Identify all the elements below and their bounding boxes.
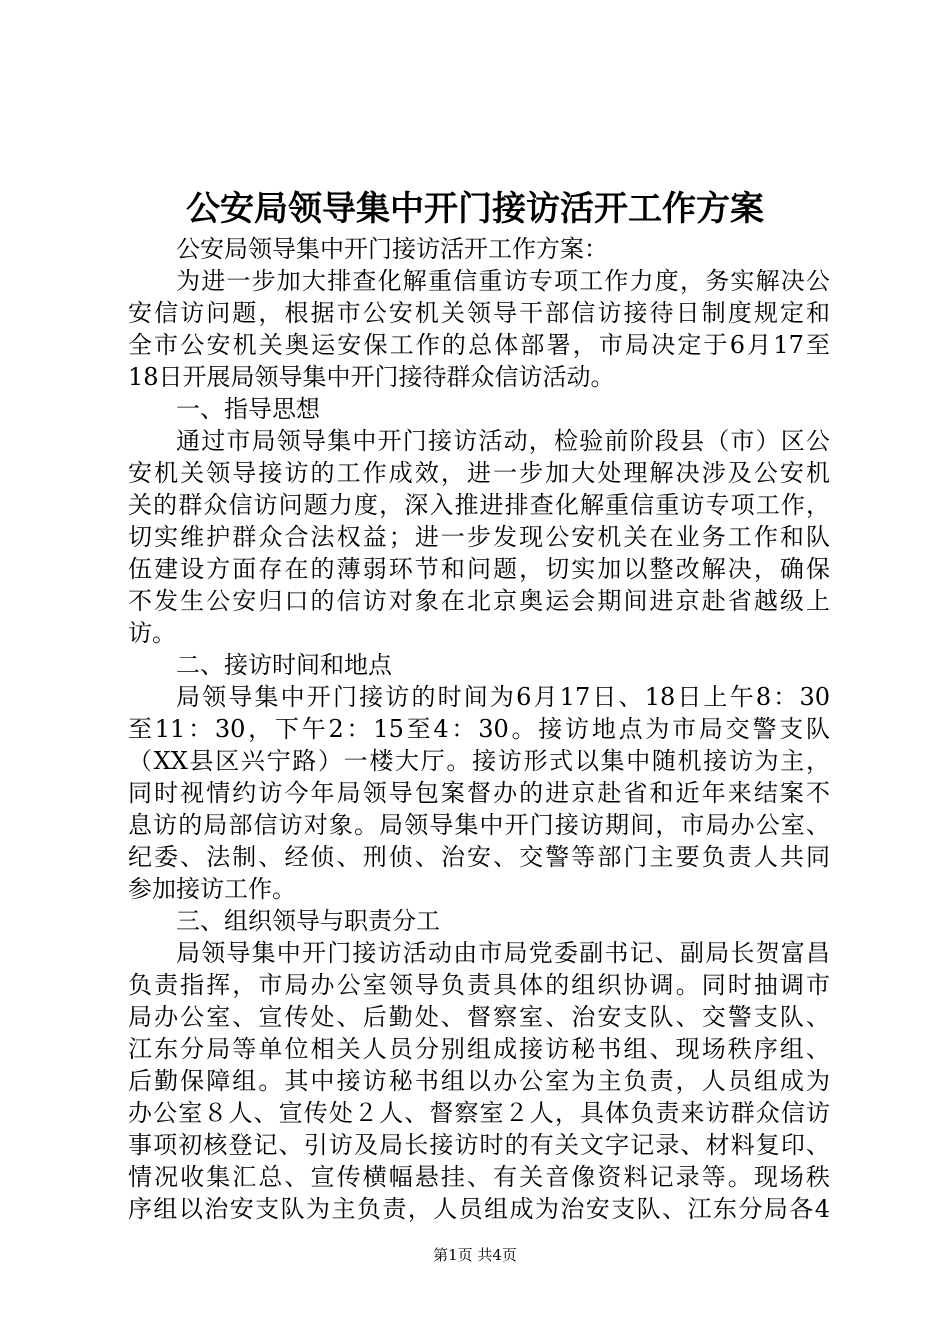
- body-line: 情况收集汇总、宣传横幅悬挂、有关音像资料记录等。现场秩: [128, 1163, 830, 1191]
- body-line: 至11：30，下午2：15至4：30。接访地点为市局交警支队: [128, 715, 830, 743]
- body-line: 全市公安机关奥运安保工作的总体部署，市局决定于6月17至: [128, 331, 830, 359]
- document-title: 公安局领导集中开门接访活开工作方案: [186, 189, 764, 229]
- body-line: 事项初核登记、引访及局长接访时的有关文字记录、材料复印、: [128, 1131, 830, 1159]
- section-heading: 一、指导思想: [176, 395, 320, 423]
- body-line: 安机关领导接访的工作成效，进一步加大处理解决涉及公安机: [128, 459, 830, 487]
- body-line: 息访的局部信访对象。局领导集中开门接访期间，市局办公室、: [128, 811, 830, 839]
- body-line: 序组以治安支队为主负责，人员组成为治安支队、江东分局各4: [128, 1195, 830, 1223]
- body-line: 18日开展局领导集中开门接待群众信访活动。: [128, 363, 615, 391]
- body-line: 局领导集中开门接访活动由市局党委副书记、副局长贺富昌: [176, 939, 830, 967]
- body-line: 伍建设方面存在的薄弱环节和问题，切实加以整改解决，确保: [128, 555, 830, 583]
- body-line: 局办公室、宣传处、后勤处、督察室、治安支队、交警支队、: [128, 1003, 830, 1031]
- body-line: 公安局领导集中开门接访活开工作方案：: [176, 235, 608, 263]
- body-line: 后勤保障组。其中接访秘书组以办公室为主负责，人员组成为: [128, 1067, 830, 1095]
- body-line: 局领导集中开门接访的时间为6月17日、18日上午8：30: [176, 683, 830, 711]
- body-line: 为进一步加大排查化解重信重访专项工作力度，务实解决公: [176, 267, 830, 295]
- body-line: 负责指挥，市局办公室领导负责具体的组织协调。同时抽调市: [128, 971, 830, 999]
- body-line: 不发生公安归口的信访对象在北京奥运会期间进京赴省越级上: [128, 587, 830, 615]
- section-heading: 二、接访时间和地点: [176, 651, 392, 679]
- body-line: 安信访问题，根据市公安机关领导干部信访接待日制度规定和: [128, 299, 830, 327]
- body-line: 纪委、法制、经侦、刑侦、治安、交警等部门主要负责人共同: [128, 843, 830, 871]
- section-heading: 三、组织领导与职责分工: [176, 907, 440, 935]
- body-line: 江东分局等单位相关人员分别组成接访秘书组、现场秩序组、: [128, 1035, 830, 1063]
- body-line: （XX县区兴宁路）一楼大厅。接访形式以集中随机接访为主，: [128, 747, 830, 775]
- body-line: 参加接访工作。: [128, 875, 296, 903]
- document-body: [128, 233, 830, 1225]
- body-line: 关的群众信访问题力度，深入推进排查化解重信重访专项工作，: [128, 491, 830, 519]
- body-line: 切实维护群众合法权益；进一步发现公安机关在业务工作和队: [128, 523, 830, 551]
- body-line: 访。: [128, 619, 176, 647]
- body-line: 同时视情约访今年局领导包案督办的进京赴省和近年来结案不: [128, 779, 830, 807]
- body-line: 通过市局领导集中开门接访活动，检验前阶段县（市）区公: [176, 427, 830, 455]
- page-footer: 第1页 共4页: [433, 1246, 517, 1264]
- body-line: 办公室８人、宣传处２人、督察室２人，具体负责来访群众信访: [128, 1099, 830, 1127]
